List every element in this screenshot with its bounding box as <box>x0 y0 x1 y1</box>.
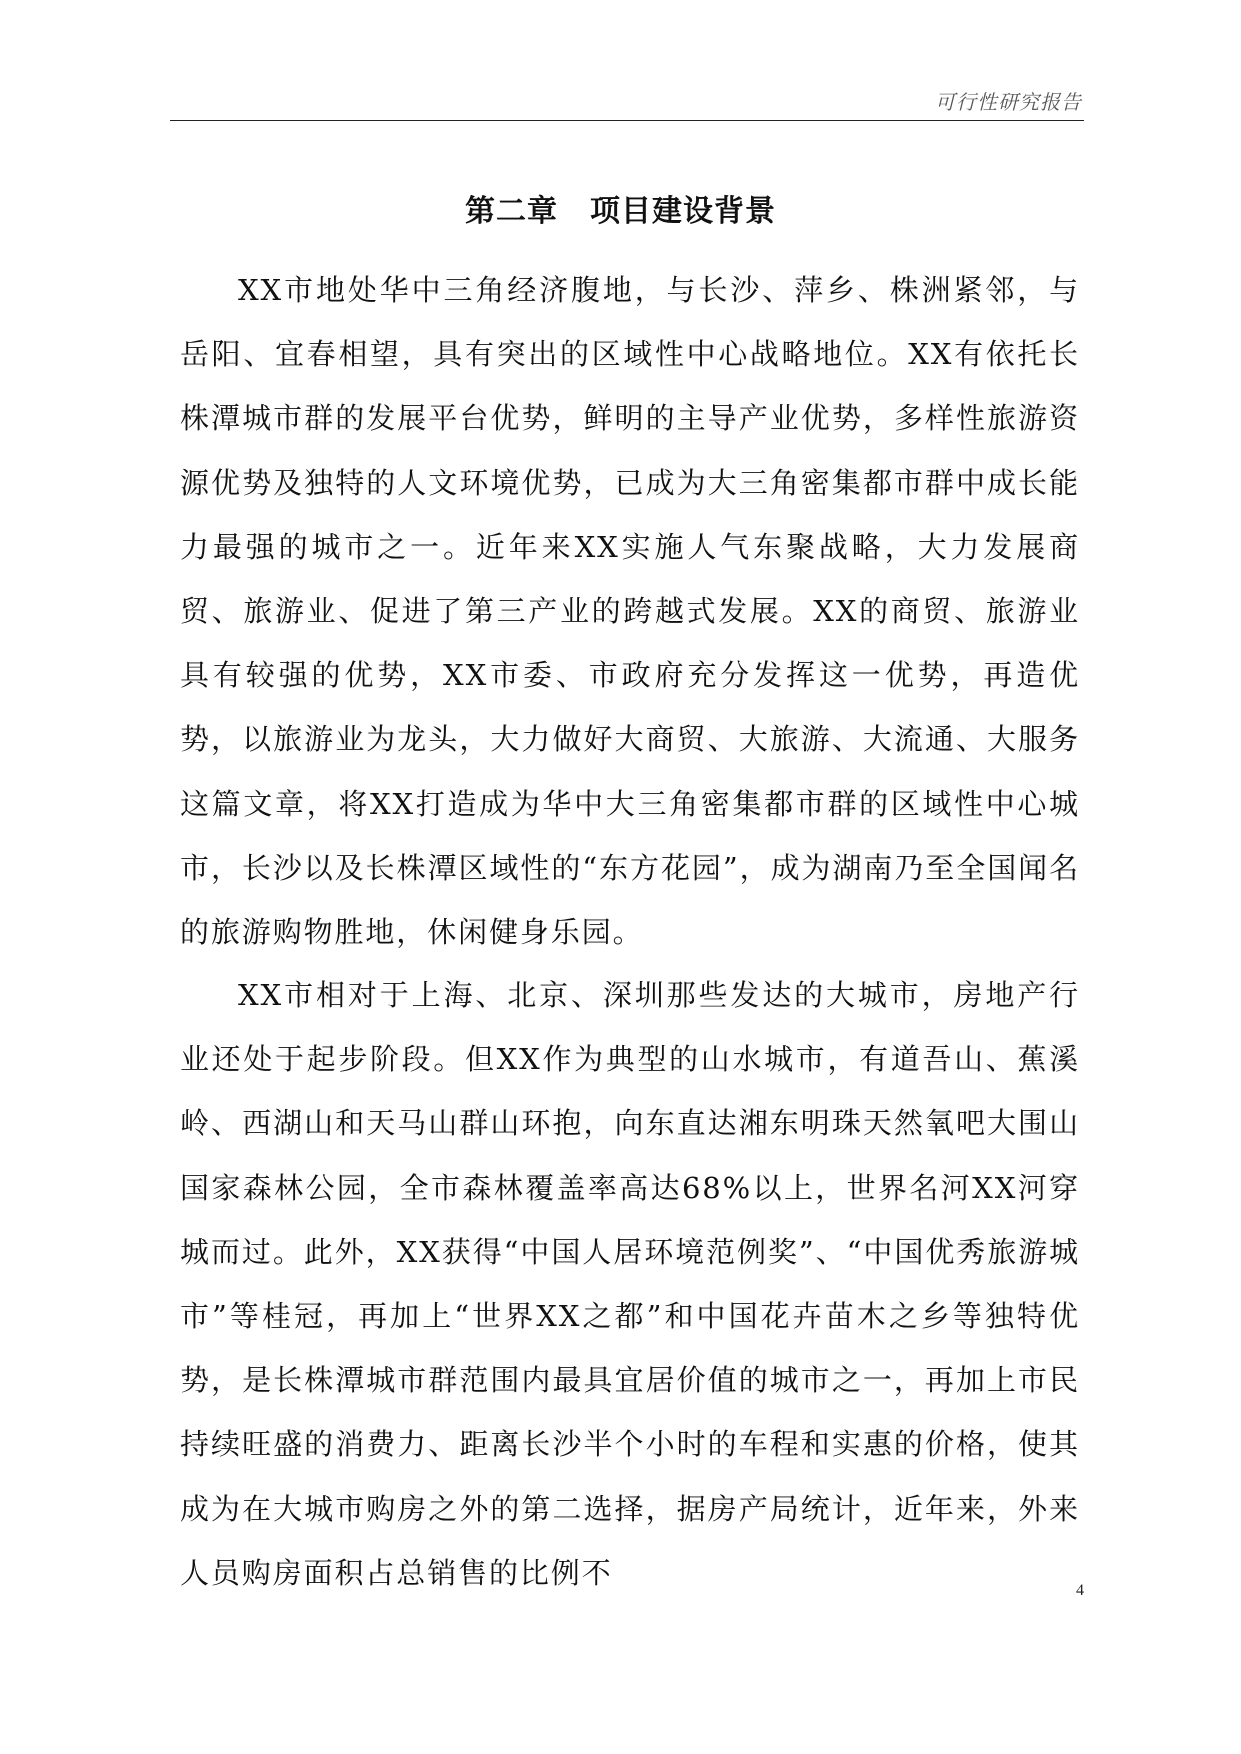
header-title: 可行性研究报告 <box>935 90 1082 114</box>
page-header <box>170 80 1084 121</box>
body-paragraph: XX市相对于上海、北京、深圳那些发达的大城市，房地产行业还处于起步阶段。但XX作为典型的山水城市，有道吾山、蕉溪岭、西湖山和天马山群山环抱，向东直达湘东明珠天然氧吧大围山国家森林公园，全市森林覆盖率高达68%以上，世界名河XX河穿城而过。此外，XX获得“中国人居环境范例奖”、“中国优秀旅游城市”等桂冠，再加上“世界XX之都”和中国花卉苗木之乡等独特优势，是长株潭城市群范围内最具宜居价值的城市之一，再加上市民持续旺盛的消费力、距离长沙半个小时的车程和实惠的价格，使其成为在大城市购房之外的第二选择，据房产局统计，近年来，外来人员购房面积占总销售的比例不 <box>180 978 1080 1590</box>
page-number: 4 <box>1076 1582 1084 1599</box>
chapter-title <box>0 186 1241 230</box>
chapter-heading: 项目建设背景 <box>590 194 776 229</box>
chapter-number: 第二章 <box>465 194 558 229</box>
body-paragraph: XX市地处华中三角经济腹地，与长沙、萍乡、株洲紧邻，与岳阳、宜春相望，具有突出的区域性中心战略地位。XX有依托长株潭城市群的发展平台优势，鲜明的主导产业优势，多样性旅游资源优势及独特的人文环境优势，已成为大三角密集都市群中成长能力最强的城市之一。近年来XX实施人气东聚战略，大力发展商贸、旅游业、促进了第三产业的跨越式发展。XX的商贸、旅游业具有较强的优势，XX市委、市政府充分发挥这一优势，再造优势，以旅游业为龙头，大力做好大商贸、大旅游、大流通、大服务这篇文章，将XX打造成为华中大三角密集都市群的区域性中心城市，长沙以及长株潭区域性的“东方花园”，成为湖南乃至全国闻名的旅游购物胜地，休闲健身乐园。 <box>180 273 1080 950</box>
